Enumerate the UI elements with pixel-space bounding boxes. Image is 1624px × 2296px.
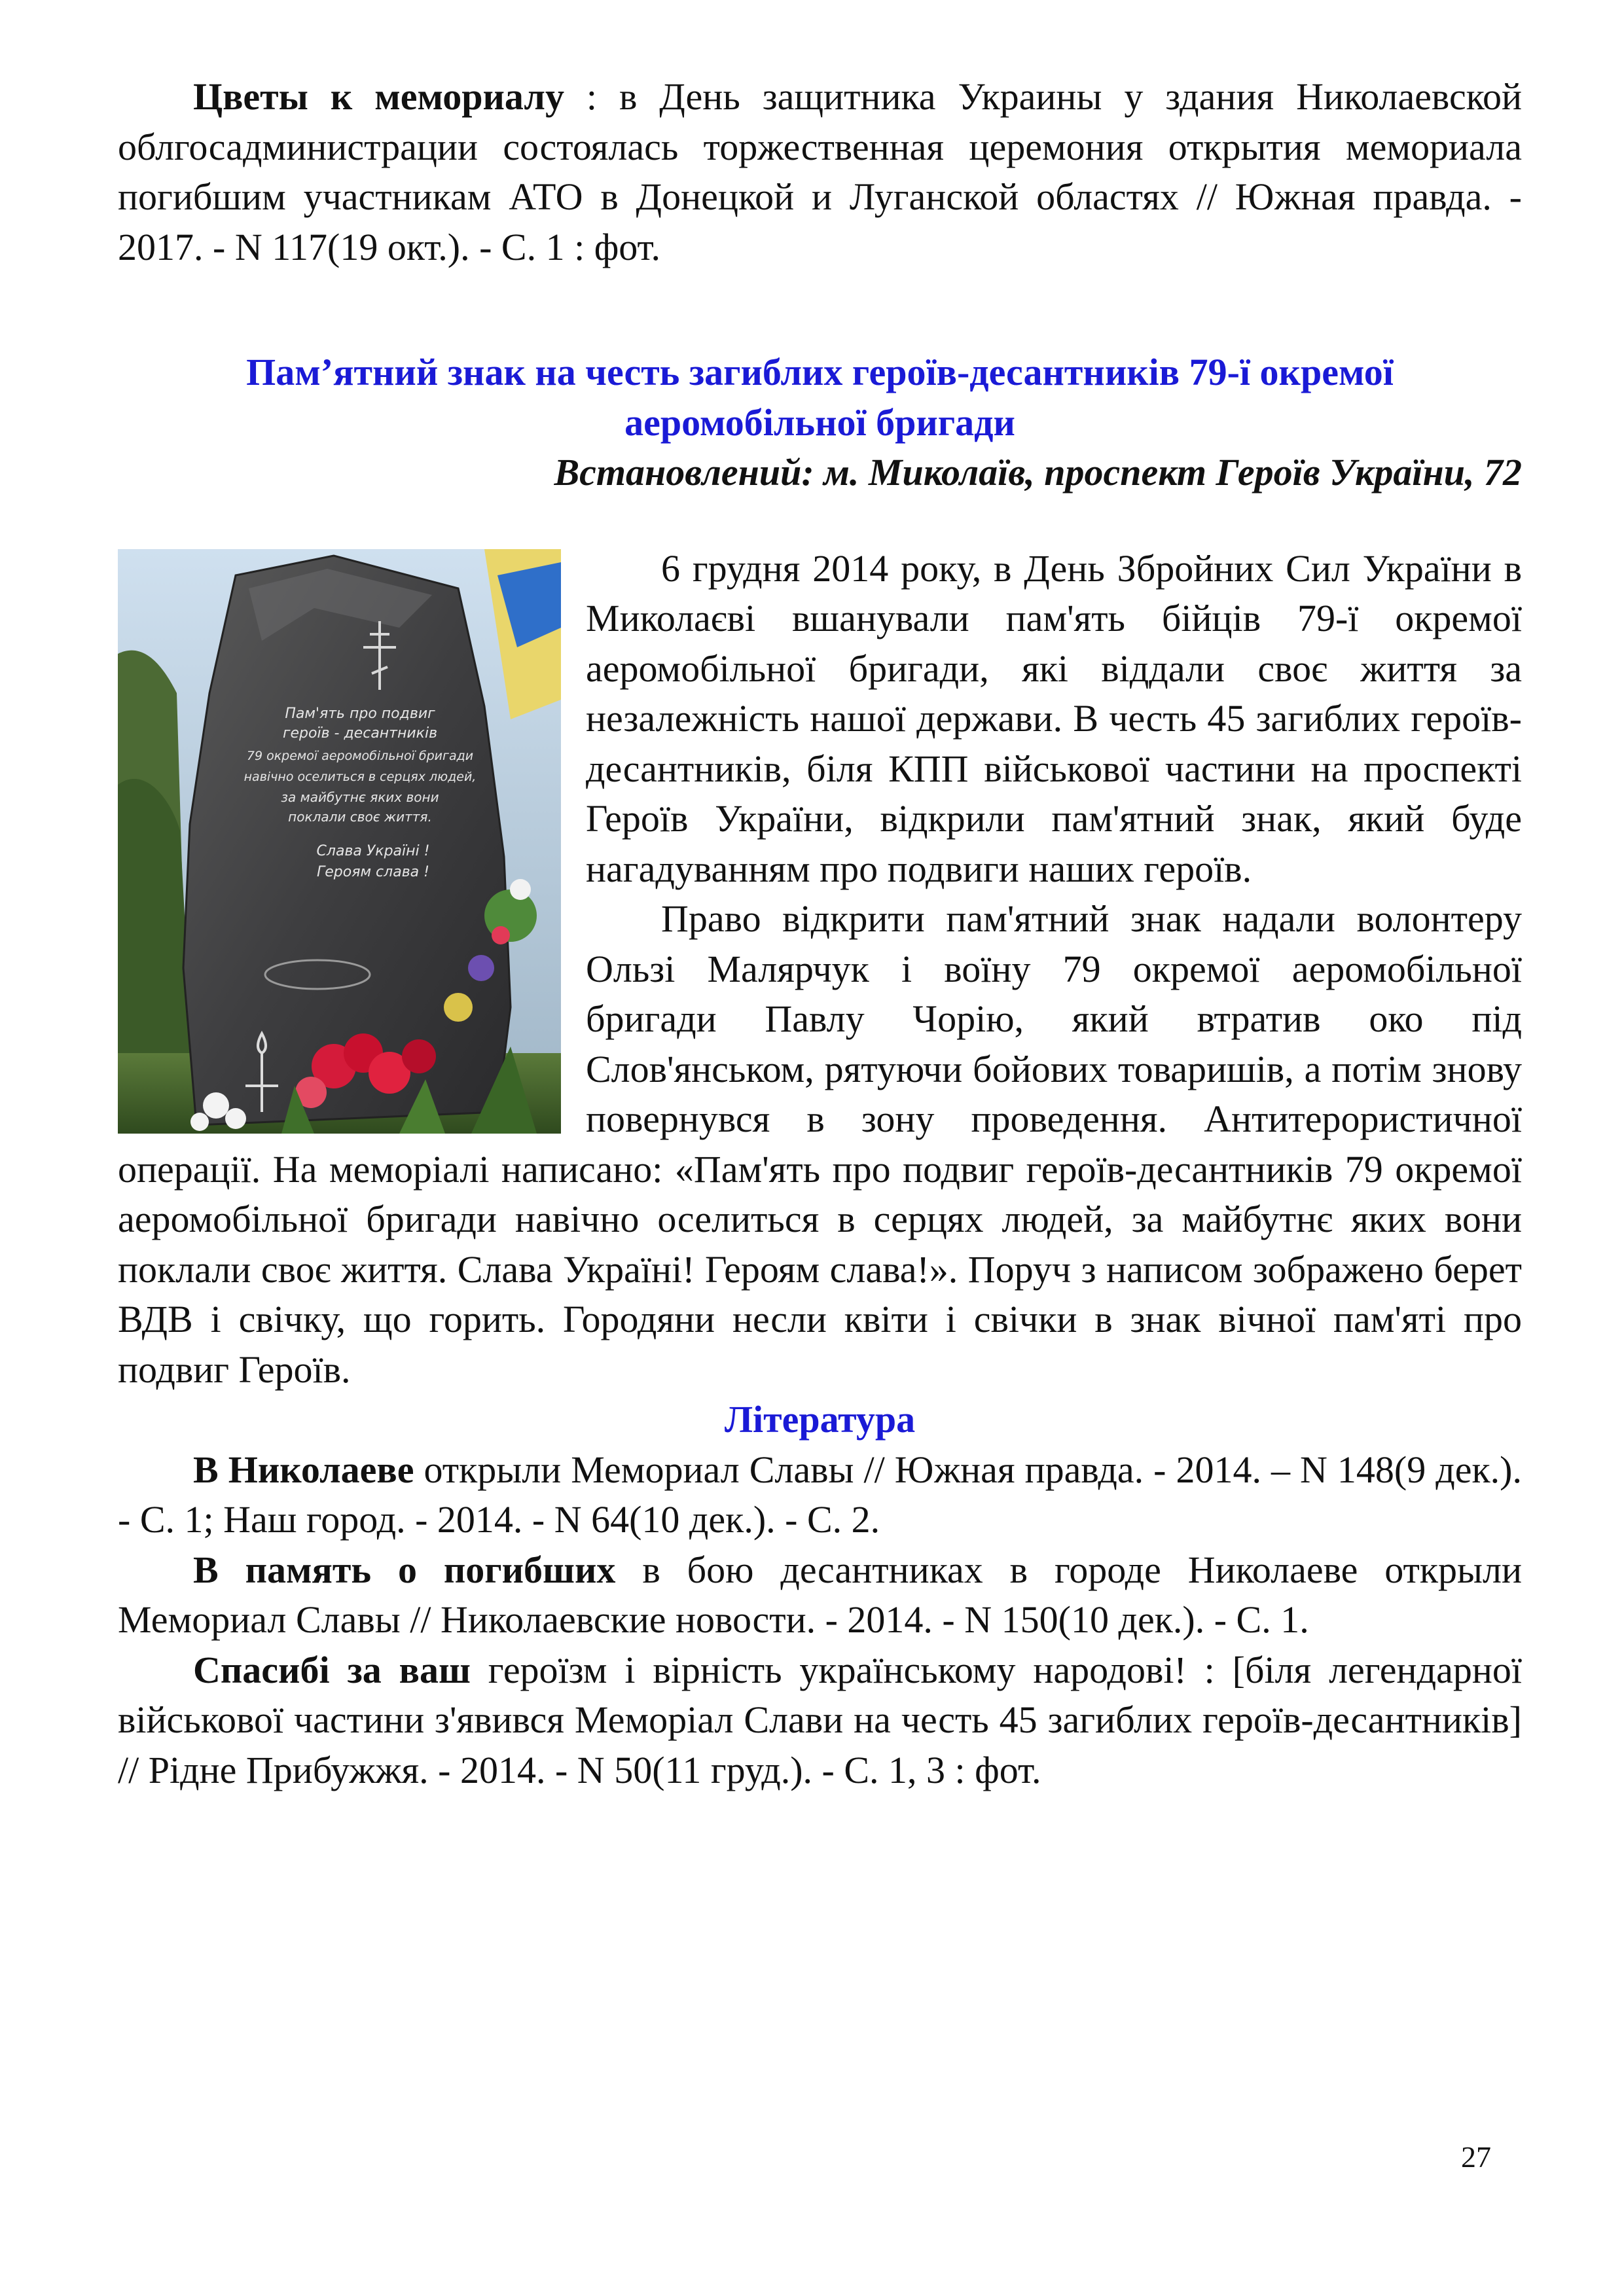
section-title [118, 348, 1522, 448]
memorial-photo [118, 549, 561, 1134]
memorial-stone-image [118, 549, 561, 1134]
section-paragraph-2: Право відкрити пам'ятний знак надали волонтеру Ользі Малярчук і воїну 79 окремої аеромобільної бригади Павлу Чорію, який втратив око під Слов'янськом, рятуючи бойових товаришів, а потім знову повернувся в зону проведення. Антитерористичної операції. На меморіалі написано: «Пам'ять про подвиг героїв-десантників 79 окремої аеромобільної бригади навічно оселиться в серцях людей, за майбутнє яких вони поклали своє життя. Слава Україні! Героям слава!». Поруч з написом зображено берет ВДВ і свічку, що горить. Городяни несли квіти і свічки в знак вічної пам'яті про подвиг Героїв. [118, 897, 1522, 1391]
stone-line: Пам'ять про подвиг [285, 705, 435, 722]
intro-entry-bold: Цветы к мемориалу [193, 75, 564, 118]
literature-heading: Література [724, 1398, 916, 1441]
literature-entry-bold: Спасибі за ваш [193, 1648, 471, 1691]
intro-entry [118, 72, 1522, 272]
intro-entry-text: : в День защитника Украины у здания Николаевской облгосадминистрации состоялась торжественная церемония открытия мемориала погибшим участникам АТО в Донецкой и Луганской областях // Южная правда. - 2017. - N 117(19 окт.). - С. 1 : фот. [118, 75, 1522, 268]
section-title-line2: аеромобільної бригади [624, 401, 1015, 444]
literature-entry-bold: В память о погибших [193, 1548, 616, 1591]
stone-line: 79 окремої аеромобільної бригади [246, 748, 474, 763]
stone-line: за майбутнє яких вони [281, 789, 439, 805]
literature-entry-text: в бою десантниках в городе Николаеве открыли Мемориал Славы // Николаевские новости. - 2014. - N 150(10 дек.). - С. 1. [118, 1548, 1522, 1641]
section-paragraph-1: 6 грудня 2014 року, в День Збройних Сил України в Миколаєві вшанували пам'ять бійців 79-ї окремої аеромобільної бригади, які віддали своє життя за незалежність нашої держави. В честь 45 загиблих героїв-десантників, біля КПП військової частини на проспекті Героїв України, відкрили пам'ятний знак, який буде нагадуванням про подвиги наших героїв. [586, 547, 1522, 890]
literature-entry-text: героїзм і вірність українському народові! : [біля легендарної військової частини з'явився Меморіал Слави на честь 45 загиблих героїв-десантників] // Рідне Прибужжя. - 2014. - N 50(11 груд.). - С. 1, 3 : фот. [118, 1648, 1522, 1791]
stone-line: героїв - десантників [282, 725, 438, 742]
literature-entry [118, 1545, 1522, 1645]
installed-location: Встановлений: м. Миколаїв, проспект Героїв України, 72 [554, 451, 1522, 493]
stone-line: Героям слава ! [317, 863, 429, 880]
stone-line: Слава Україні ! [316, 842, 430, 859]
literature-entry-bold: В Николаеве [193, 1448, 414, 1491]
page-number: 27 [1461, 2140, 1491, 2174]
stone-line: поклали своє життя. [288, 808, 432, 825]
literature-entry [118, 1645, 1522, 1796]
literature-entry-text: открыли Мемориал Славы // Южная правда. - 2014. – N 148(9 дек.). - С. 1; Наш город. - 2014. - N 64(10 дек.). - С. 2. [118, 1448, 1522, 1541]
literature-entry [118, 1445, 1522, 1545]
document-page [118, 72, 1522, 1795]
section-title-line1: Пам’ятний знак на честь загиблих героїв-десантників 79-ї окремої [246, 351, 1394, 393]
stone-line: навічно оселиться в серцях людей, [244, 769, 477, 784]
